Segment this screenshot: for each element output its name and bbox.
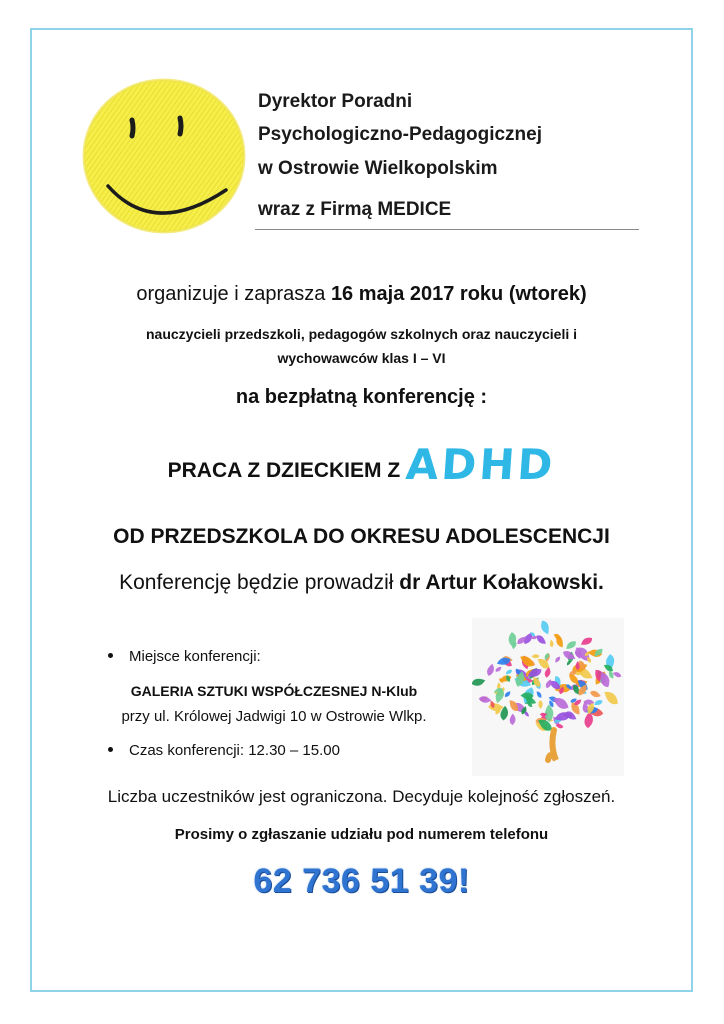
audience-line-2: wychowawców klas I – VI (277, 350, 446, 366)
phone-number: 62 736 51 39! (253, 862, 470, 900)
header-divider (255, 229, 639, 230)
header-institution: Psychologiczno-Pedagogicznej (258, 124, 542, 145)
presenter-prefix: Konferencję będzie prowadził (119, 571, 400, 594)
adhd-highlight: ADHD (404, 440, 558, 489)
conference-title (30, 440, 693, 490)
invitation-line (30, 283, 693, 306)
presenter-name: dr Artur Kołakowski. (399, 571, 604, 594)
conference-type: na bezpłatną konferencję : (235, 386, 488, 408)
title-prefix: PRACA Z DZIECKIEM Z (167, 459, 406, 482)
participants-notice: Liczba uczestników jest ograniczona. Decyduje kolejność zgłoszeń. (107, 787, 616, 806)
smiley-face-icon (80, 78, 246, 238)
header-partner: wraz z Firmą MEDICE (258, 199, 452, 220)
event-date: 16 maja 2017 roku (wtorek) (330, 283, 587, 305)
bullet-icon (108, 747, 113, 752)
header-director: Dyrektor Poradni (258, 91, 413, 112)
invitation-prefix: organizuje i zaprasza (136, 283, 331, 305)
venue-name: GALERIA SZTUKI WSPÓŁCZESNEJ N-Klub (130, 683, 418, 699)
presenter-line (30, 571, 693, 595)
place-label: Miejsce konferencji: (129, 648, 261, 665)
audience-line-1: nauczycieli przedszkoli, pedagogów szkolnych oraz nauczycieli i (145, 326, 577, 342)
conference-subtitle: OD PRZEDSZKOLA DO OKRESU ADOLESCENCJI (113, 525, 610, 548)
bullet-icon (108, 653, 113, 658)
colorful-brain-icon (472, 618, 624, 776)
venue-address: przy ul. Królowej Jadwigi 10 w Ostrowie Wlkp. (121, 708, 427, 725)
registration-line: Prosimy o zgłaszanie udziału pod numerem telefonu (174, 826, 549, 843)
header-location: w Ostrowie Wielkopolskim (258, 158, 498, 179)
time-item (108, 742, 340, 759)
time-label: Czas konferencji: 12.30 – 15.00 (129, 742, 340, 759)
place-item (108, 648, 261, 665)
